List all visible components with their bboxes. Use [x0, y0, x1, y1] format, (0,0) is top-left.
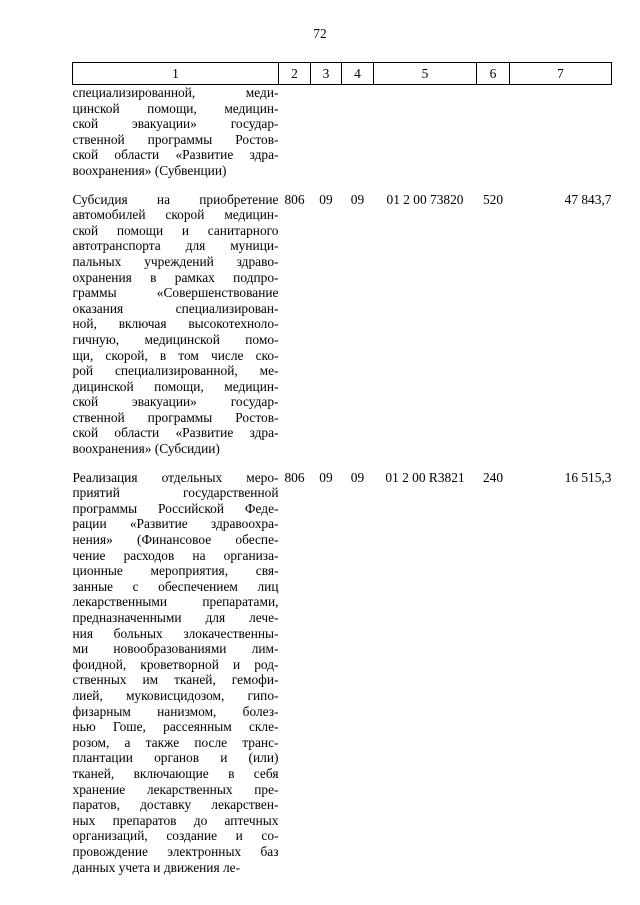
table-row	[73, 85, 612, 179]
description-line: дицинской помощи, медицин-	[72, 378, 279, 394]
page-number: 72	[313, 26, 327, 41]
table-row	[73, 192, 612, 457]
column-header: 6	[477, 63, 510, 85]
description-line: цинской помощи, медицин-	[72, 100, 279, 116]
row-spacer-cell	[73, 457, 612, 470]
ministry-code-cell	[279, 85, 311, 179]
description-line: ской помощи и санитарного	[72, 222, 279, 238]
description-line: фоидной, кроветворной и род-	[72, 656, 279, 672]
description-line: данных учета и движения ле-	[72, 859, 241, 875]
description-line: провождение электронных баз	[72, 843, 279, 859]
description-line: ственных им тканей, гемофи-	[72, 672, 279, 688]
column-header: 4	[342, 63, 374, 85]
description-line: розом, а также после транс-	[72, 734, 279, 750]
table-header-row	[73, 63, 612, 85]
description-cell	[73, 85, 279, 179]
column-header: 1	[73, 63, 279, 85]
description-line: физарным нанизмом, болез-	[72, 703, 279, 719]
column-header: 7	[510, 63, 612, 85]
description-line: ской эвакуации» государ-	[72, 116, 279, 132]
description-line: нения» (Финансовое обеспе-	[72, 532, 279, 548]
column-header: 3	[311, 63, 342, 85]
description-line: автотранспорта для муници-	[72, 238, 279, 254]
description-line: Реализация отдельных меро-	[72, 469, 279, 485]
description-line: гичную, медицинской помо-	[72, 331, 279, 347]
description-line: лией, муковисцидозом, гипо-	[72, 687, 279, 703]
description-line: автомобилей скорой медицин-	[72, 207, 279, 223]
amount-cell: 47 843,7	[564, 191, 612, 207]
section-code-cell: 09	[319, 469, 333, 485]
description-line: лекарственными препаратами,	[72, 594, 279, 610]
description-line: воохранения» (Субвенции)	[72, 162, 227, 178]
row-spacer	[73, 457, 612, 470]
description-line: ственной программы Ростов-	[72, 131, 279, 147]
ministry-code-cell: 806	[284, 191, 305, 207]
row-spacer	[73, 179, 612, 192]
table-row	[73, 470, 612, 875]
column-header: 2	[279, 63, 311, 85]
description-line: ной, включая высокотехноло-	[72, 316, 279, 332]
description-line: ми новообразованиями лим-	[72, 641, 279, 657]
description-line: чение расходов на организа-	[72, 547, 279, 563]
description-line: нью Гоше, рассеянным скле-	[72, 719, 279, 735]
target-article-cell: 01 2 00 73820	[386, 191, 464, 207]
target-article-cell: 01 2 00 R3821	[385, 469, 465, 485]
amount-cell: 16 515,3	[564, 469, 612, 485]
description-line: ния больных злокачественны-	[72, 625, 279, 641]
expense-type-cell: 520	[482, 191, 504, 207]
description-line: рации «Развитие здравоохра-	[72, 516, 279, 532]
description-line: организаций, создание и со-	[72, 828, 279, 844]
section-code-cell	[311, 85, 342, 179]
description-cell	[73, 192, 279, 457]
description-line: ской области «Развитие здра-	[72, 147, 279, 163]
description-line: предназначенными для лече-	[72, 610, 279, 625]
budget-table	[72, 62, 612, 875]
description-line: граммы «Совершенствование	[72, 285, 279, 301]
description-line: оказания специализирован-	[72, 300, 279, 316]
description-line: программы Российской Феде-	[72, 500, 279, 516]
description-line: занные с обеспечением лиц	[72, 578, 279, 594]
description-line: щи, скорой, в том числе ско-	[72, 347, 279, 363]
description-line: специализированной, меди-	[72, 85, 279, 100]
section-code-cell: 09	[319, 191, 333, 207]
expense-type-cell: 240	[482, 469, 504, 485]
target-article-cell	[374, 85, 477, 179]
subsection-code-cell	[342, 85, 374, 179]
description-line: ской эвакуации» государ-	[72, 394, 279, 410]
description-line: пальных учреждений здраво-	[72, 253, 279, 269]
ministry-code-cell: 806	[284, 469, 305, 485]
description-line: паратов, доставку лекарствен-	[72, 797, 279, 813]
description-line: хранение лекарственных пре-	[72, 781, 279, 797]
description-line: тканей, включающие в себя	[72, 765, 279, 781]
column-header: 5	[374, 63, 477, 85]
amount-cell	[510, 85, 612, 179]
expense-type-cell	[477, 85, 510, 179]
description-cell	[73, 470, 279, 875]
description-line: плантации органов и (или)	[72, 750, 279, 766]
subsection-code-cell: 09	[350, 191, 365, 207]
description-line: рой специализированной, ме-	[72, 363, 279, 379]
row-spacer-cell	[73, 179, 612, 192]
description-line: охранения в рамках подпро-	[72, 269, 279, 285]
description-line: ской области «Развитие здра-	[72, 425, 279, 441]
subsection-code-cell: 09	[350, 469, 365, 485]
description-line: воохранения» (Субсидии)	[72, 441, 220, 457]
description-line: Субсидия на приобретение	[72, 191, 279, 207]
description-line: приятий государственной	[72, 485, 279, 501]
description-line: ных препаратов до аптечных	[72, 812, 279, 828]
description-line: ственной программы Ростов-	[72, 409, 279, 425]
description-line: ционные мероприятия, свя-	[72, 563, 279, 579]
